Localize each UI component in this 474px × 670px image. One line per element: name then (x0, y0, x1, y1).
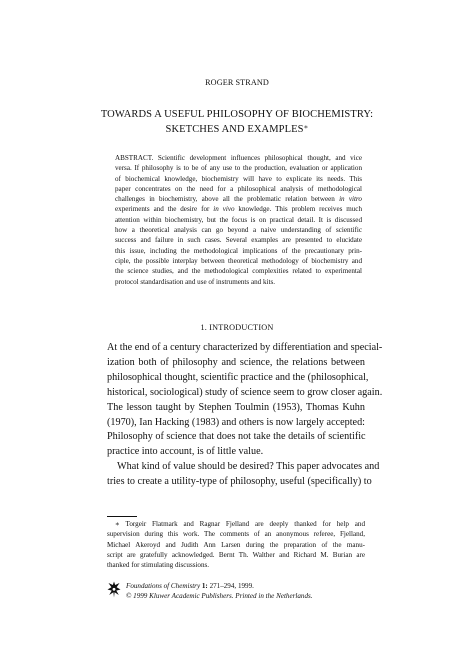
paper-title (80, 108, 394, 136)
abstract-line: versa. If philosophy is to be of any use to the production, evaluation or application (115, 164, 362, 173)
in-vitro-term: in vitro (339, 195, 362, 204)
copyright-line: © 1999 Kluwer Academic Publishers. Printed in the Netherlands. (126, 592, 313, 600)
footnote-line: supervision during this work. The comments of an anonymous referee, Fjelland, (107, 530, 365, 539)
body-line: (1970), Ian Hacking (1983) and others is now largely accepted: (107, 416, 365, 428)
abstract-line: attention within biochemistry, but the focus is on practical detail. It is discussed (115, 215, 362, 224)
in-vivo-term: in vivo (213, 205, 235, 214)
journal-name: Foundations of Chemistry (126, 582, 201, 590)
footnote-line: Michael Akeroyd and Judith Ann Larsen during the preparation of the manu- (107, 540, 365, 549)
title-footnote-marker: ∗ (303, 123, 309, 131)
body-line: philosophical thought, scientific practice and the (philosophical, (107, 371, 369, 383)
abstract-line: how a theoretical analysis can go beyond a naive understanding of scientific (115, 226, 362, 235)
body-line: historical, sociological) study of science seem to grow closer again. (107, 386, 383, 398)
body-line: ization both of philosophy and science, the relations between (107, 356, 365, 368)
section-heading: 1. INTRODUCTION (200, 323, 274, 332)
journal-info (126, 581, 313, 601)
body-line: What kind of value should be desired? This paper advocates and (117, 461, 380, 473)
abstract-line: of biochemical knowledge, biochemistry will have to explicate its needs. This (115, 174, 362, 183)
body-line: Philosophy of science that does not take the details of scientific (107, 431, 366, 443)
journal-pages: 271–294, 1999. (207, 582, 254, 590)
abstract-line: success and failure in such cases. Several examples are presented to elucidate (115, 236, 362, 245)
footnote-line: ∗ Torgeir Flatmark and Ragnar Fjelland are deeply thanked for help and (115, 520, 365, 528)
abstract-line: protocol standardisation and use of instruments and kits. (115, 277, 275, 286)
body-line: practice into account, is of little value. (107, 446, 264, 458)
body-line: The lesson taught by Stephen Toulmin (1953), Thomas Kuhn (107, 401, 365, 413)
abstract-line: challenges in biochemistry, above all the problematic relation between in vitro (115, 195, 362, 204)
journal-volume: 1: (201, 582, 208, 590)
footnote-line: thanked for stimulating discussions. (107, 561, 210, 570)
abstract-line: the science studies, and the methodological complexities related to experimental (115, 267, 362, 276)
body-line: At the end of a century characterized by differentiation and special- (107, 342, 383, 353)
kluwer-logo-icon (107, 581, 121, 598)
abstract (115, 153, 362, 287)
footnote-rule (107, 516, 137, 517)
abstract-line: ciple, the possible interplay between theoretical methodology of biochemistry and (115, 256, 362, 265)
body-line: tries to create a utility-type of philosophy, useful (specifically) to (107, 476, 372, 488)
title-line-2: SKETCHES AND EXAMPLES (165, 124, 304, 135)
title-line-1: TOWARDS A USEFUL PHILOSOPHY OF BIOCHEMISTRY: (100, 109, 374, 120)
footnote-line: script are gratefully acknowledged. Bernt Th. Walther and Richard M. Burian are (107, 550, 365, 559)
abstract-line: paper concentrates on the need for a philosophical analysis of methodological (115, 184, 362, 193)
abstract-line: ABSTRACT. Scientific development influences philosophical thought, and vice (115, 154, 362, 162)
author-name: ROGER STRAND (205, 78, 269, 87)
abstract-line: experiments and the desire for in vivo knowledge. This problem receives much (115, 205, 363, 214)
abstract-line: this issue, including the methodological implications of the precautionary prin- (115, 246, 362, 255)
body-text (107, 341, 383, 490)
footnote (107, 519, 365, 570)
